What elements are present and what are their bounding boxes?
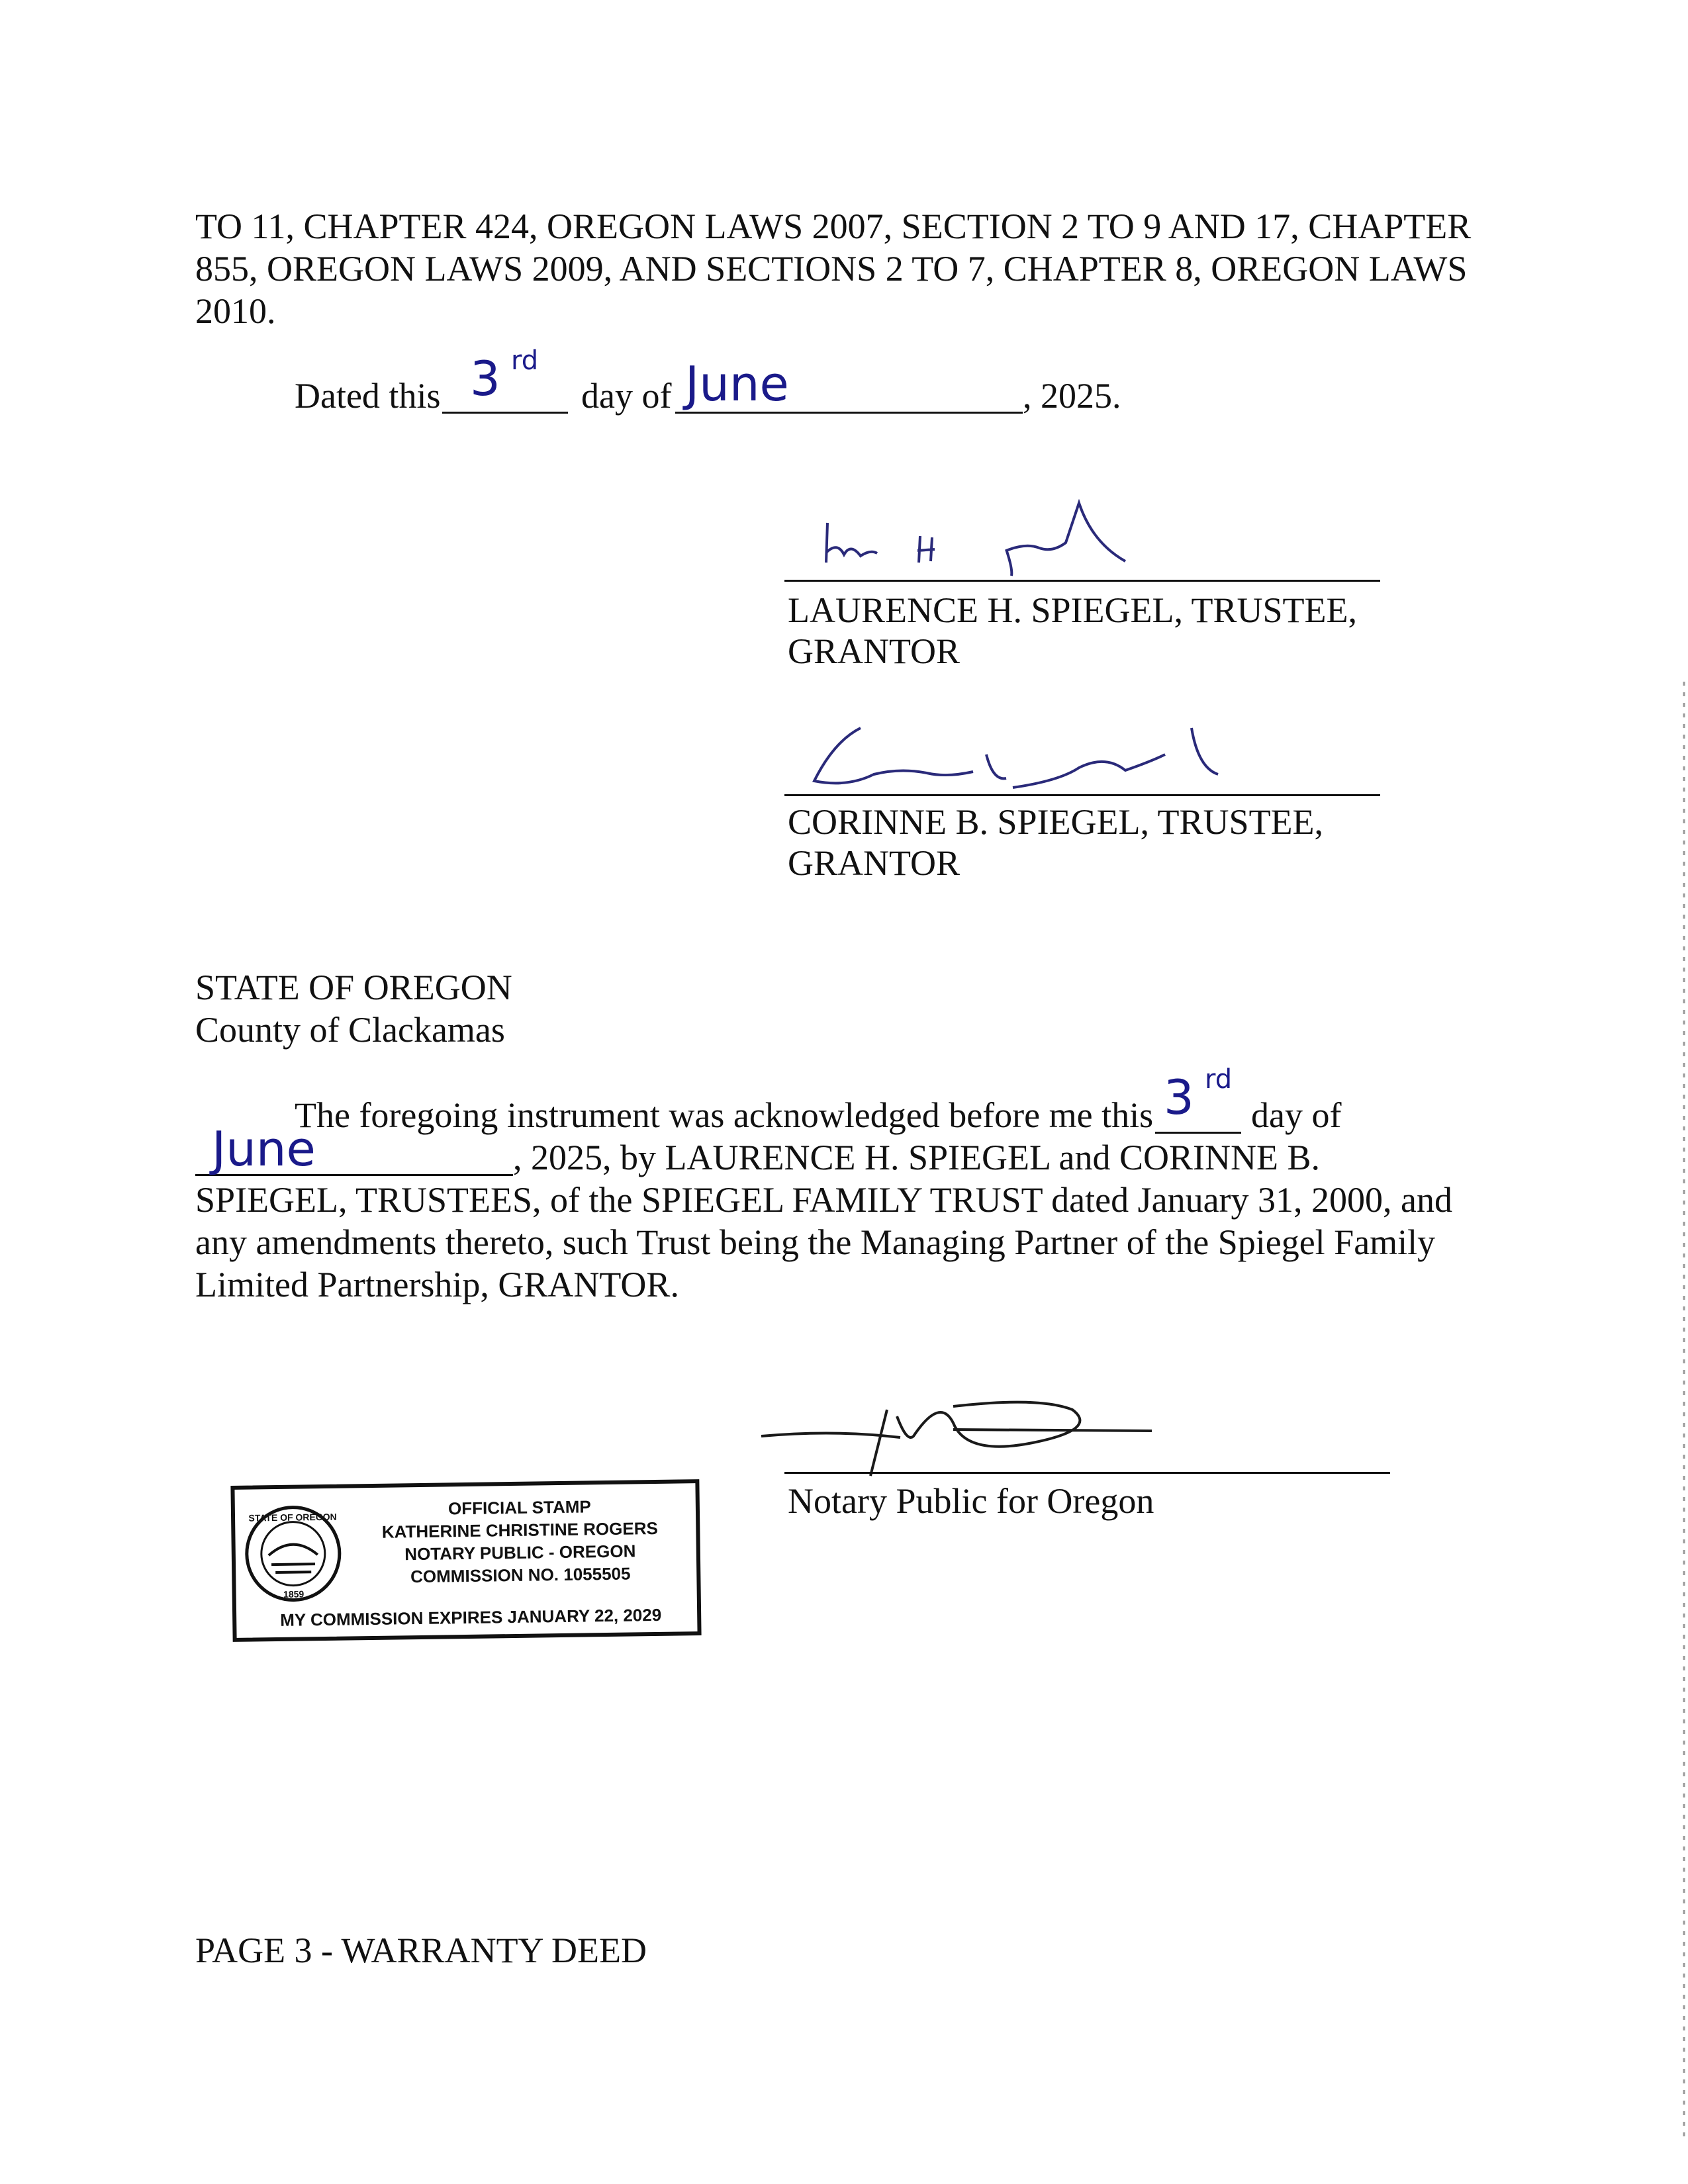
signatory-1-role: GRANTOR (788, 631, 961, 671)
state-seal-icon (242, 1500, 346, 1608)
dated-month-handwritten: June (685, 356, 789, 412)
notary-signature-line (784, 1472, 1390, 1474)
page-footer: PAGE 3 - WARRANTY DEED (195, 1931, 647, 1970)
stamp-line-5: MY COMMISSION EXPIRES JANUARY 22, 2029 (279, 1604, 662, 1630)
venue-state: STATE OF OREGON (195, 968, 512, 1007)
stamp-line-2: KATHERINE CHRISTINE ROGERS (381, 1518, 659, 1542)
ack-day-blank (1155, 1132, 1241, 1134)
seal-year: 1859 (283, 1588, 305, 1600)
notary-stamp (230, 1479, 701, 1642)
ack-line-1-suffix: day of (1251, 1095, 1342, 1135)
laurence-signature (814, 490, 1158, 582)
ack-month-handwritten: June (212, 1121, 316, 1177)
signatory-2-role: GRANTOR (788, 843, 961, 883)
corinne-signature (794, 715, 1231, 801)
dated-month-blank (675, 412, 1023, 414)
seal-text: STATE OF OREGON (248, 1511, 337, 1524)
ack-line-1-prefix: The foregoing instrument was acknowledged before me this (295, 1095, 1154, 1135)
dated-day-handwritten: 3 (470, 351, 500, 406)
stamp-text-block (348, 1494, 693, 1588)
stamp-line-4: COMMISSION NO. 1055505 (410, 1563, 631, 1587)
scan-edge-artifact (1680, 682, 1688, 2138)
corinne-signature-line (784, 794, 1380, 796)
notary-title: Notary Public for Oregon (788, 1481, 1154, 1521)
dated-prefix: Dated this (295, 376, 441, 416)
venue-county: County of Clackamas (195, 1010, 505, 1050)
ack-line-3: SPIEGEL, TRUSTEES, of the SPIEGEL FAMILY TRUST dated January 31, 2000, and (195, 1180, 1452, 1220)
ack-day-handwritten: 3 (1164, 1069, 1194, 1125)
dated-middle: day of (581, 376, 672, 416)
dated-suffix: , 2025. (1023, 376, 1121, 416)
signatory-1-name: LAURENCE H. SPIEGEL, TRUSTEE, (788, 590, 1357, 630)
dated-day-suffix-handwritten: rd (511, 345, 539, 376)
dated-day-blank (442, 412, 568, 414)
signatory-2-name: CORINNE B. SPIEGEL, TRUSTEE, (788, 802, 1324, 842)
ack-line-5: Limited Partnership, GRANTOR. (195, 1265, 679, 1304)
intro-line-3: 2010. (195, 291, 276, 331)
intro-line-1: TO 11, CHAPTER 424, OREGON LAWS 2007, SECTION 2 TO 9 AND 17, CHAPTER (195, 206, 1472, 246)
intro-line-2: 855, OREGON LAWS 2009, AND SECTIONS 2 TO 7, CHAPTER 8, OREGON LAWS (195, 249, 1468, 289)
stamp-line-1: OFFICIAL STAMP (447, 1496, 591, 1519)
ack-line-2-suffix: , 2025, by LAURENCE H. SPIEGEL and CORINNE B. (513, 1138, 1320, 1177)
ack-line-4: any amendments thereto, such Trust being the Managing Partner of the Spiegel Family (195, 1222, 1436, 1262)
laurence-signature-line (784, 580, 1380, 582)
ack-day-suffix-handwritten: rd (1205, 1064, 1233, 1095)
stamp-line-3: NOTARY PUBLIC - OREGON (404, 1541, 636, 1565)
